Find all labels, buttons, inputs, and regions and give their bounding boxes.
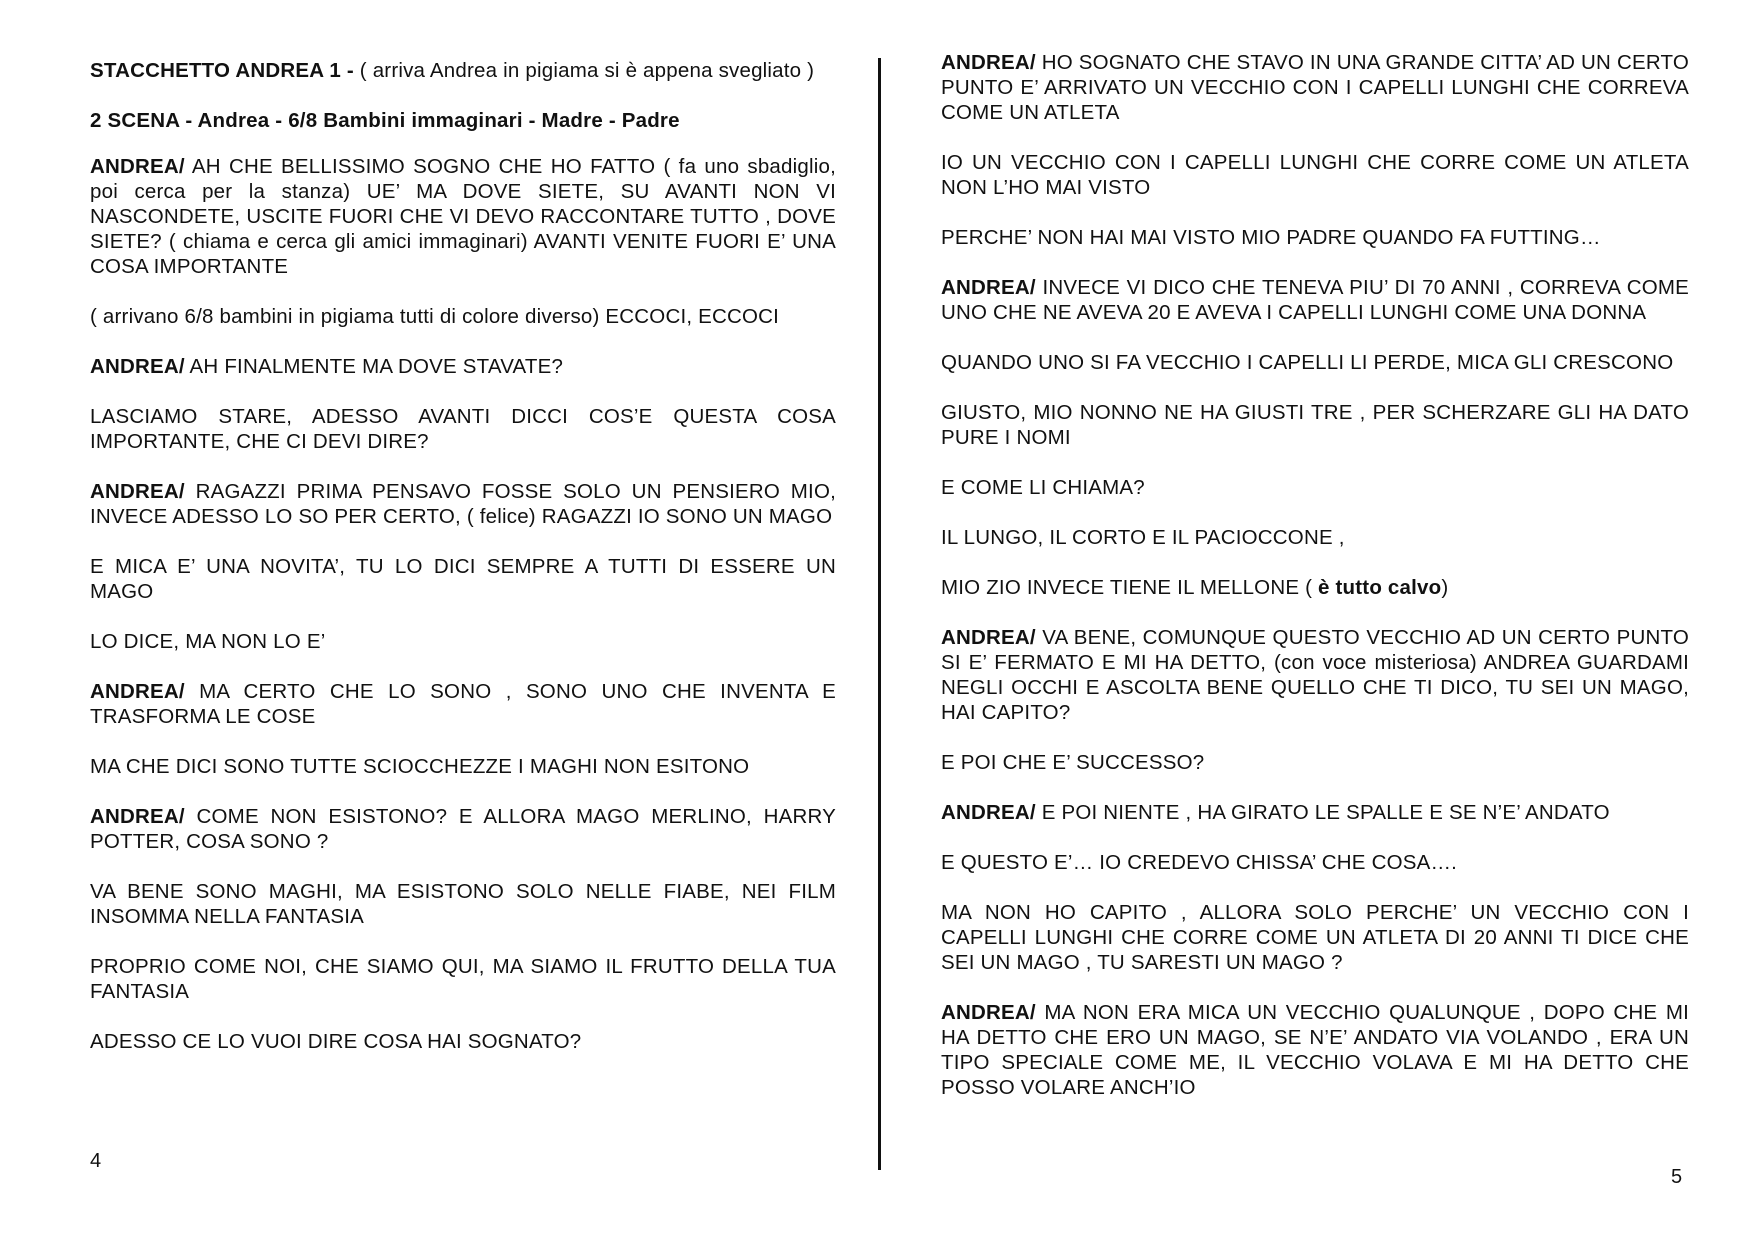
line-text: ( arrivano 6/8 bambini in pigiama tutti di colore diverso) ECCOCI, ECCOCI [90, 305, 780, 328]
scene-heading: 2 SCENA - Andrea - 6/8 Bambini immaginari - Madre - Padre [90, 109, 680, 132]
dialogue-line [90, 154, 836, 279]
speaker-label: ANDREA/ [941, 1001, 1036, 1024]
stage-heading [90, 58, 836, 83]
line-text: E MICA E’ UNA NOVITA’, TU LO DICI SEMPRE A TUTTI DI ESSERE UN MAGO [90, 555, 836, 603]
line-text: AH CHE BELLISSIMO SOGNO CHE HO FATTO ( fa uno sbadiglio, poi cerca per la stanza) UE’ MA DOVE SIETE, SU AVANTI NON VI NASCONDETE, USCITE FUORI CHE VI DEVO RACCONTARE TUTTO , DOVE SIETE? ( chiama e cerca gli amici immaginari) AVANTI VENITE FUORI E’ UNA COSA IMPORTANTE [90, 155, 836, 278]
script-line [941, 575, 1689, 600]
page-number-left: 4 [90, 1150, 102, 1172]
speaker-label: ANDREA/ [941, 51, 1036, 74]
line-text: E POI NIENTE , HA GIRATO LE SPALLE E SE N’E’ ANDATO [1035, 801, 1610, 824]
dialogue-line [90, 479, 836, 529]
line-text: MA CERTO CHE LO SONO , SONO UNO CHE INVENTA E TRASFORMA LE COSE [90, 680, 836, 728]
right-page [941, 0, 1689, 1240]
line-text: MA NON ERA MICA UN VECCHIO QUALUNQUE , DOPO CHE MI HA DETTO CHE ERO UN MAGO, SE N’E’ ANDATO VIA VOLANDO , ERA UN TIPO SPECIALE COME ME, IL VECCHIO VOLAVA E MI HA DETTO CHE POSSO VOLARE ANCH’IO [941, 1001, 1689, 1099]
line-text: VA BENE, COMUNQUE QUESTO VECCHIO AD UN CERTO PUNTO SI E’ FERMATO E MI HA DETTO, (con voce misteriosa) ANDREA GUARDAMI NEGLI OCCHI E ASCOLTA BENE QUELLO CHE TI DICO, TU SEI UN MAGO, HAI CAPITO? [941, 626, 1689, 724]
left-page [90, 0, 836, 1240]
script-line [941, 900, 1689, 975]
line-text: RAGAZZI PRIMA PENSAVO FOSSE SOLO UN PENSIERO MIO, INVECE ADESSO LO SO PER CERTO, ( felice) RAGAZZI IO SONO UN MAGO [90, 480, 836, 528]
line-text: LASCIAMO STARE, ADESSO AVANTI DICCI COS’E QUESTA COSA IMPORTANTE, CHE CI DEVI DIRE? [90, 405, 836, 453]
dialogue-line [90, 354, 836, 379]
dialogue-line [941, 275, 1689, 325]
speaker-label: ANDREA/ [90, 680, 185, 703]
page-divider [878, 58, 881, 1170]
line-text: E POI CHE E’ SUCCESSO? [941, 751, 1205, 774]
line-text: QUANDO UNO SI FA VECCHIO I CAPELLI LI PERDE, MICA GLI CRESCONO [941, 351, 1674, 374]
dialogue-line [941, 50, 1689, 125]
stage-heading-direction: ( arriva Andrea in pigiama si è appena svegliato ) [359, 59, 815, 82]
script-line [90, 554, 836, 604]
dialogue-line [90, 804, 836, 854]
script-line [941, 850, 1689, 875]
script-line [941, 350, 1689, 375]
page-number-right: 5 [1671, 1166, 1683, 1188]
right-column-text [941, 50, 1689, 1125]
line-text: LO DICE, MA NON LO E’ [90, 630, 326, 653]
line-text: GIUSTO, MIO NONNO NE HA GIUSTI TRE , PER SCHERZARE GLI HA DATO PURE I NOMI [941, 401, 1689, 449]
line-text: MA CHE DICI SONO TUTTE SCIOCCHEZZE I MAGHI NON ESITONO [90, 755, 750, 778]
script-line [90, 404, 836, 454]
speaker-label: ANDREA/ [941, 801, 1036, 824]
line-text: E COME LI CHIAMA? [941, 476, 1145, 499]
script-line [941, 150, 1689, 200]
line-text-tail: ) [1441, 576, 1449, 599]
line-text: PERCHE’ NON HAI MAI VISTO MIO PADRE QUANDO FA FUTTING… [941, 226, 1601, 249]
line-text: E QUESTO E’… IO CREDEVO CHISSA’ CHE COSA…. [941, 851, 1458, 874]
script-line [90, 629, 836, 654]
dialogue-line [90, 679, 836, 729]
dialogue-line [941, 625, 1689, 725]
dialogue-line [941, 1000, 1689, 1100]
line-text: ADESSO CE LO VUOI DIRE COSA HAI SOGNATO? [90, 1030, 582, 1053]
dialogue-line [941, 800, 1689, 825]
speaker-label: ANDREA/ [90, 805, 185, 828]
line-text: HO SOGNATO CHE STAVO IN UNA GRANDE CITTA’ AD UN CERTO PUNTO E’ ARRIVATO UN VECCHIO CON I CAPELLI LUNGHI CHE CORREVA COME UN ATLETA [941, 51, 1689, 124]
script-line [941, 750, 1689, 775]
speaker-label: ANDREA/ [941, 276, 1036, 299]
line-text: MIO ZIO INVECE TIENE IL MELLONE ( [941, 576, 1319, 599]
line-text: IO UN VECCHIO CON I CAPELLI LUNGHI CHE CORRE COME UN ATLETA NON L’HO MAI VISTO [941, 151, 1689, 199]
speaker-label: ANDREA/ [90, 480, 185, 503]
line-text: AH FINALMENTE MA DOVE STAVATE? [184, 355, 564, 378]
stage-heading-title: STACCHETTO ANDREA 1 - [90, 59, 360, 82]
script-line [90, 754, 836, 779]
speaker-label: ANDREA/ [941, 626, 1036, 649]
script-line [941, 475, 1689, 500]
script-line [941, 225, 1689, 250]
line-text: IL LUNGO, IL CORTO E IL PACIOCCONE , [941, 526, 1345, 549]
script-line [90, 304, 836, 329]
speaker-label: ANDREA/ [90, 355, 185, 378]
speaker-label: ANDREA/ [90, 155, 185, 178]
script-line [941, 400, 1689, 450]
line-text: PROPRIO COME NOI, CHE SIAMO QUI, MA SIAMO IL FRUTTO DELLA TUA FANTASIA [90, 955, 836, 1003]
line-text: INVECE VI DICO CHE TENEVA PIU’ DI 70 ANNI , CORREVA COME UNO CHE NE AVEVA 20 E AVEVA I CAPELLI LUNGHI COME UNA DONNA [941, 276, 1689, 324]
script-line [90, 1029, 836, 1054]
line-text: MA NON HO CAPITO , ALLORA SOLO PERCHE’ UN VECCHIO CON I CAPELLI LUNGHI CHE CORRE COME UN ATLETA DI 20 ANNI TI DICE CHE SEI UN MAGO , TU SARESTI UN MAGO ? [941, 901, 1689, 974]
script-line [941, 525, 1689, 550]
line-text: COME NON ESISTONO? E ALLORA MAGO MERLINO, HARRY POTTER, COSA SONO ? [90, 805, 836, 853]
left-column-text [90, 58, 836, 1079]
line-text: VA BENE SONO MAGHI, MA ESISTONO SOLO NELLE FIABE, NEI FILM INSOMMA NELLA FANTASIA [90, 880, 836, 928]
script-line [90, 879, 836, 929]
script-line [90, 954, 836, 1004]
stage-direction-bold: è tutto calvo [1318, 576, 1442, 599]
